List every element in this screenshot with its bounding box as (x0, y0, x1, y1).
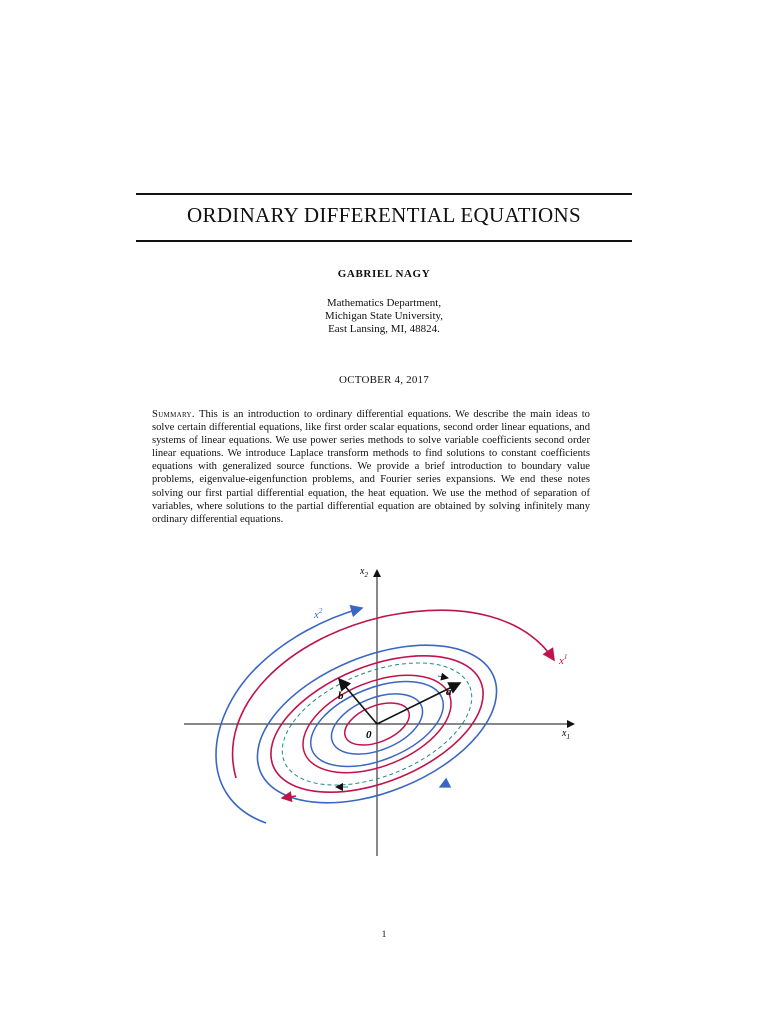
phase-portrait-svg (176, 558, 596, 860)
summary-text: This is an introduction to ordinary differential equations. We describe the main ideas to solve certain differential equations, like first order scalar equations, second order linear equations, and systems of linear equations. We use power series methods to solve variable coefficients second order linear equations. We introduce Laplace transform methods to find solutions to constant coefficients equations with generalized source functions. We provide a brief introduction to boundary value problems, eigenvalue-eigenfunction problems, and Fourier series expansions. We end these notes solving our first partial differential equation, the heat equation. We use the method of separation of variables, where solutions to the partial differential equation are obtained by solving infinitely many ordinary differential equations. (152, 409, 590, 525)
document-title: ORDINARY DIFFERENTIAL EQUATIONS (187, 203, 581, 227)
trajectory-blue-label: $x^2$ (314, 607, 323, 621)
summary-label: Summary. (152, 409, 195, 420)
axis-x2-label: $x_2$ (360, 566, 368, 579)
axis-x1-label: $x_1$ (562, 728, 570, 741)
page-number: 1 (381, 930, 387, 940)
affiliation-line: Michigan State University, (324, 310, 444, 322)
vector-b-label: b (338, 690, 344, 702)
affiliation-line: Mathematics Department, (326, 297, 442, 309)
origin-label: 0 (366, 729, 372, 741)
arrow-teal-upper (438, 676, 448, 678)
author-name: GABRIEL NAGY (337, 268, 431, 280)
vector-a-label: a (446, 686, 452, 698)
arrow-blue-right (440, 783, 448, 787)
affiliation (136, 297, 632, 336)
summary-paragraph (152, 408, 590, 526)
document-date: OCTOBER 4, 2017 (339, 374, 429, 386)
phase-portrait-figure (176, 558, 596, 860)
title-rule-bottom (136, 240, 632, 242)
trajectory-red-label: $x^1$ (559, 653, 568, 667)
title-rule-top (136, 193, 632, 195)
affiliation-line: East Lansing, MI, 48824. (328, 323, 440, 335)
